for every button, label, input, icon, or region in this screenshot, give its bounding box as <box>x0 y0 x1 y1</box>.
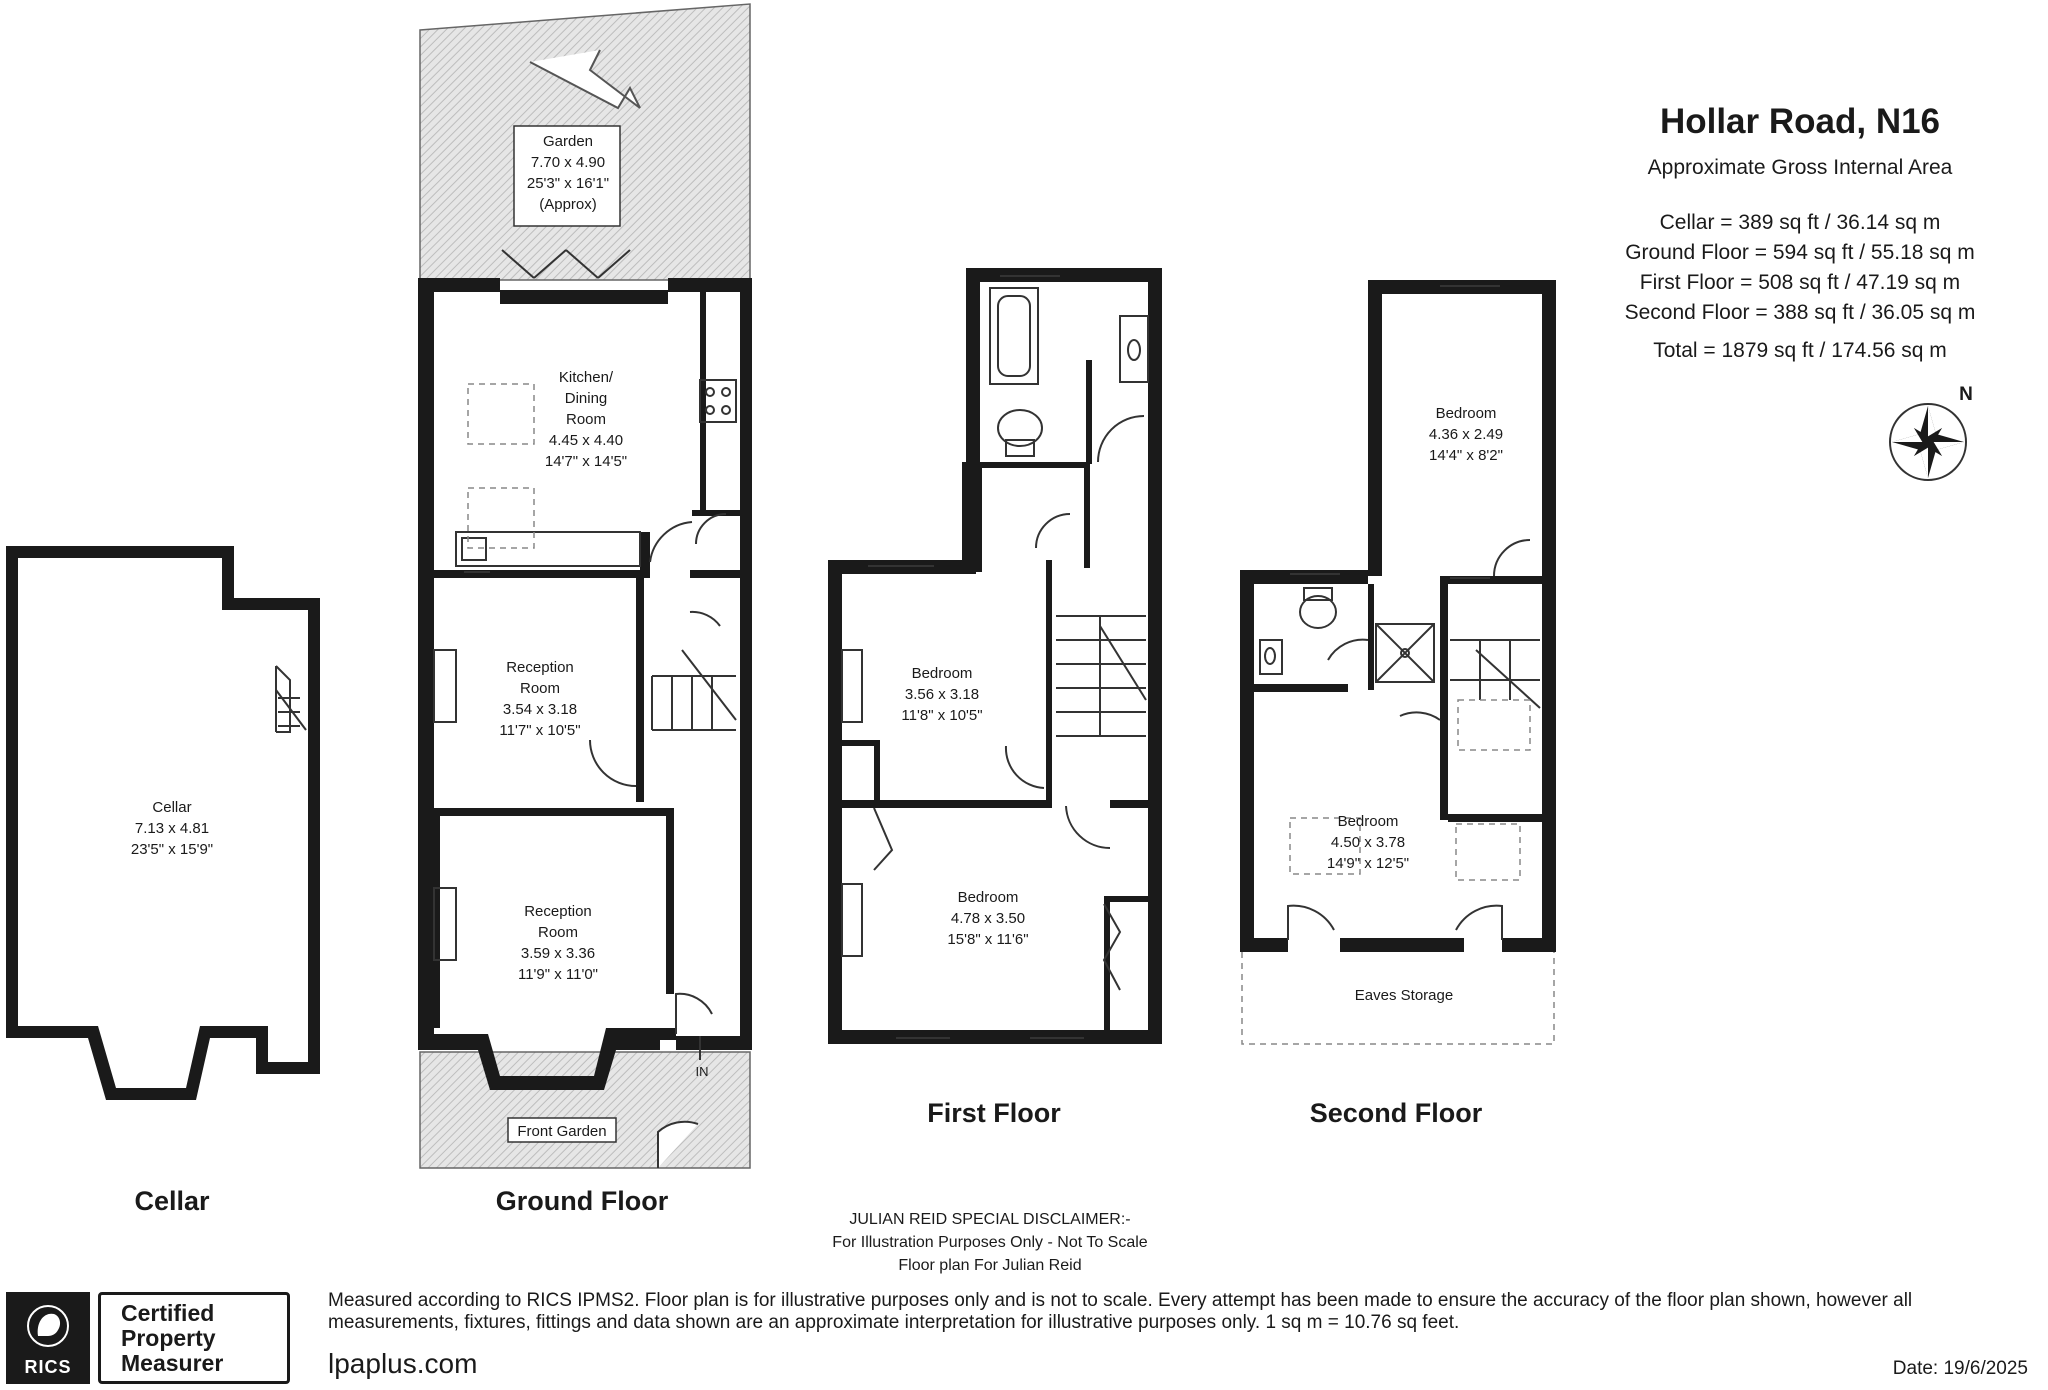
reception1-label: Reception <box>506 659 574 676</box>
second-floor-plan <box>1240 280 1556 1044</box>
area-ground-floor: Ground Floor = 594 sq ft / 55.18 sq m <box>1625 241 1975 264</box>
cert-line-1: Certified <box>121 1300 215 1326</box>
cert-line-2: Property <box>121 1325 216 1351</box>
front-garden-label: Front Garden <box>517 1123 607 1140</box>
garden-approx: (Approx) <box>539 196 597 213</box>
area-subtitle: Approximate Gross Internal Area <box>1647 156 1953 179</box>
compass-north-label: N <box>1959 384 1973 405</box>
disclaimer-line-2: For Illustration Purposes Only - Not To Scale <box>832 1234 1148 1251</box>
property-title: Hollar Road, N16 <box>1659 102 1941 141</box>
floor-title-first: First Floor <box>927 1098 1061 1128</box>
garden-imperial: 25'3" x 16'1" <box>526 175 610 192</box>
garden-metric: 7.70 x 4.90 <box>530 154 606 171</box>
bedroom2-metric: 4.78 x 3.50 <box>950 910 1026 927</box>
bedroom2-imperial: 15'8" x 11'6" <box>947 931 1029 948</box>
bedroom3-metric: 4.36 x 2.49 <box>1428 426 1504 443</box>
kitchen-label-3: Room <box>565 411 607 428</box>
cellar-label: Cellar <box>152 799 192 816</box>
rics-lion-icon <box>6 1292 90 1352</box>
area-schedule <box>1580 208 2020 366</box>
reception2-label-2: Room <box>537 924 579 941</box>
bedroom3-label: Bedroom <box>1435 405 1497 422</box>
svg-text:ReceptionRoom3.59 x 3.3611'9" <box>518 903 598 983</box>
svg-text:Bedroom4.50 x 3.7814'9" x 12'5 <box>1327 813 1409 872</box>
reception1-metric: 3.54 x 3.18 <box>502 701 578 718</box>
disclaimer <box>780 1208 1200 1277</box>
floor-title-cellar: Cellar <box>134 1186 210 1216</box>
certified-property-measurer-badge <box>98 1292 290 1384</box>
website-link[interactable]: lpaplus.com <box>328 1348 478 1379</box>
first-floor-plan <box>828 268 1162 1044</box>
svg-text:Bedroom4.78 x 3.5015'8" x 11'6 <box>947 889 1028 948</box>
svg-text:Bedroom3.56 x 3.1811'8" x 10'5 <box>901 665 982 724</box>
reception1-imperial: 11'7" x 10'5" <box>499 722 581 739</box>
reception2-metric: 3.59 x 3.36 <box>520 945 596 962</box>
bedroom4-imperial: 14'9" x 12'5" <box>1326 855 1410 872</box>
bedroom1-metric: 3.56 x 3.18 <box>904 686 980 703</box>
measurement-statement: Measured according to RICS IPMS2. Floor plan is for illustrative purposes only and is not to scale. Every attempt has been made to ensure the accuracy of the floor plan shown, however all measurements, fixtures, fittings and data shown are an approximate interpretation for illustrative purposes only. 1 sq m = 10.76 sq feet. <box>328 1290 1913 1333</box>
kitchen-metric: 4.45 x 4.40 <box>548 432 624 449</box>
svg-text:Bedroom4.36 x 2.4914'4" x 8'2" <box>1429 405 1503 464</box>
floor-title-second: Second Floor <box>1309 1098 1483 1128</box>
area-total: Total = 1879 sq ft / 174.56 sq m <box>1653 339 1947 362</box>
reception2-imperial: 11'9" x 11'0" <box>517 966 599 983</box>
bedroom4-metric: 4.50 x 3.78 <box>1330 834 1406 851</box>
svg-text:ReceptionRoom3.54 x 3.1811'7" <box>499 659 580 739</box>
rics-logo <box>6 1292 90 1384</box>
area-cellar: Cellar = 389 sq ft / 36.14 sq m <box>1659 211 1941 234</box>
bedroom1-label: Bedroom <box>911 665 973 682</box>
area-second-floor: Second Floor = 388 sq ft / 36.05 sq m <box>1624 301 1976 324</box>
bedroom2-label: Bedroom <box>957 889 1019 906</box>
floor-title-ground: Ground Floor <box>495 1186 669 1216</box>
reception1-label-2: Room <box>519 680 561 697</box>
svg-text:Cellar7.13 x 4.8123'5" x 15'9" <box>131 799 213 858</box>
garden-label: Garden <box>542 133 594 150</box>
disclaimer-line-1: JULIAN REID SPECIAL DISCLAIMER:- <box>849 1211 1131 1228</box>
bedroom1-imperial: 11'8" x 10'5" <box>901 707 983 724</box>
cert-line-3: Measurer <box>121 1350 224 1376</box>
bedroom3-imperial: 14'4" x 8'2" <box>1429 447 1503 464</box>
kitchen-imperial: 14'7" x 14'5" <box>544 453 628 470</box>
disclaimer-line-3: Floor plan For Julian Reid <box>898 1257 1082 1274</box>
area-first-floor: First Floor = 508 sq ft / 47.19 sq m <box>1639 271 1961 294</box>
eaves-storage-label: Eaves Storage <box>1354 987 1454 1004</box>
cellar-imperial: 23'5" x 15'9" <box>130 841 214 858</box>
entrance-label: IN <box>695 1064 709 1079</box>
kitchen-label-1: Kitchen/ <box>558 369 614 386</box>
svg-text:Kitchen/DiningRoom4.45 x 4.401 <box>545 369 627 470</box>
cellar-metric: 7.13 x 4.81 <box>134 820 210 837</box>
kitchen-label-2: Dining <box>564 390 608 407</box>
compass-rose-icon <box>1890 404 1966 480</box>
bedroom4-label: Bedroom <box>1337 813 1399 830</box>
rics-logo-text: RICS <box>24 1357 72 1377</box>
plan-date: Date: 19/6/2025 <box>1892 1358 2028 1379</box>
reception2-label: Reception <box>524 903 592 920</box>
